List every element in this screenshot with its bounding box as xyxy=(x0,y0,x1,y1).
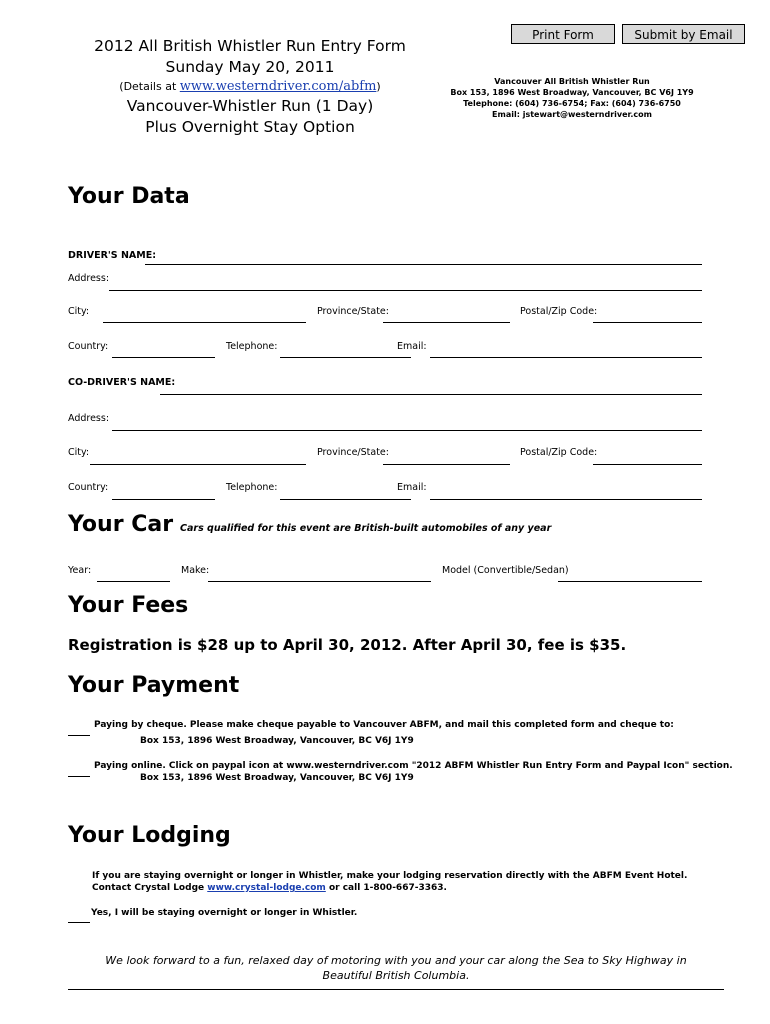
org-phone: Telephone: (604) 736-6754; Fax: (604) 736-6750 xyxy=(463,99,681,108)
driver-address-field[interactable] xyxy=(109,277,702,291)
closing-message xyxy=(68,953,724,983)
pay-by-cheque-checkline[interactable] xyxy=(68,722,90,736)
driver-country-label: Country: xyxy=(68,341,109,352)
car-make-field[interactable] xyxy=(208,568,431,582)
car-year-field[interactable] xyxy=(97,568,170,582)
organizer-address xyxy=(448,76,696,120)
driver-city-label: City: xyxy=(68,306,90,317)
driver-name-field[interactable] xyxy=(145,251,702,265)
driver-email-field[interactable] xyxy=(430,344,702,358)
driver-postal-label: Postal/Zip Code: xyxy=(520,306,598,317)
your-payment-heading: Your Payment xyxy=(68,673,240,698)
codriver-email-label: Email: xyxy=(397,482,427,493)
driver-telephone-field[interactable] xyxy=(280,344,411,358)
codriver-postal-label: Postal/Zip Code: xyxy=(520,447,598,458)
codriver-address-field[interactable] xyxy=(112,417,702,431)
car-model-field[interactable] xyxy=(558,568,702,582)
codriver-address-label: Address: xyxy=(68,413,110,424)
pay-online-address: Box 153, 1896 West Broadway, Vancouver, BC V6J 1Y9 xyxy=(140,773,414,783)
title-line-3: Vancouver-Whistler Run (1 Day) xyxy=(126,97,374,115)
crystal-lodge-link[interactable]: www.crystal-lodge.com xyxy=(207,883,326,893)
codriver-country-label: Country: xyxy=(68,482,109,493)
your-lodging-heading: Your Lodging xyxy=(68,823,231,848)
car-make-label: Make: xyxy=(181,565,210,576)
codriver-name-label: CO-DRIVER'S NAME: xyxy=(68,377,176,388)
lodging-yes-checkline[interactable] xyxy=(68,909,90,923)
your-fees-heading: Your Fees xyxy=(68,593,189,618)
driver-city-field[interactable] xyxy=(103,309,306,323)
your-car-heading: Your Car xyxy=(68,512,174,537)
driver-email-label: Email: xyxy=(397,341,427,352)
car-year-label: Year: xyxy=(68,565,92,576)
codriver-telephone-label: Telephone: xyxy=(226,482,278,493)
print-form-button[interactable]: Print Form xyxy=(511,24,615,44)
codriver-country-field[interactable] xyxy=(112,486,215,500)
car-model-label: Model (Convertible/Sedan) xyxy=(442,565,569,576)
details-link[interactable]: www.westerndriver.com/abfm xyxy=(179,79,377,94)
driver-province-field[interactable] xyxy=(383,309,510,323)
closing-line-2: Beautiful British Columbia. xyxy=(322,969,470,982)
driver-postal-field[interactable] xyxy=(593,309,702,323)
driver-telephone-label: Telephone: xyxy=(226,341,278,352)
driver-province-label: Province/State: xyxy=(317,306,389,317)
org-address: Box 153, 1896 West Broadway, Vancouver, BC V6J 1Y9 xyxy=(450,88,694,97)
codriver-province-field[interactable] xyxy=(383,451,510,465)
lodging-yes-text: Yes, I will be staying overnight or longer in Whistler. xyxy=(91,908,358,918)
form-title xyxy=(60,36,440,138)
pay-online-text: Paying online. Click on paypal icon at www.westerndriver.com "2012 ABFM Whistler Run Entry Form and Paypal Icon" section. xyxy=(94,761,733,771)
pay-by-cheque-text: Paying by cheque. Please make cheque payable to Vancouver ABFM, and mail this completed form and cheque to: xyxy=(94,720,674,730)
driver-name-label: DRIVER'S NAME: xyxy=(68,250,156,261)
codriver-province-label: Province/State: xyxy=(317,447,389,458)
driver-country-field[interactable] xyxy=(112,344,215,358)
codriver-city-label: City: xyxy=(68,447,90,458)
registration-fee-text: Registration is $28 up to April 30, 2012. After April 30, fee is $35. xyxy=(68,636,627,654)
footer-divider xyxy=(68,989,724,990)
codriver-postal-field[interactable] xyxy=(593,451,702,465)
car-qualification-note: Cars qualified for this event are British-built automobiles of any year xyxy=(180,523,552,534)
pay-online-checkline[interactable] xyxy=(68,763,90,777)
codriver-city-field[interactable] xyxy=(90,451,306,465)
org-name: Vancouver All British Whistler Run xyxy=(494,77,650,86)
title-line-1: 2012 All British Whistler Run Entry Form xyxy=(94,37,406,55)
title-line-4: Plus Overnight Stay Option xyxy=(145,118,355,136)
lodging-contact-text: Contact Crystal Lodge www.crystal-lodge.com or call 1-800-667-3363. xyxy=(92,883,447,893)
driver-address-label: Address: xyxy=(68,273,110,284)
codriver-email-field[interactable] xyxy=(430,486,702,500)
closing-line-1: We look forward to a fun, relaxed day of motoring with you and your car along the Sea to Sky Highway in xyxy=(105,954,687,967)
details-line: (Details at www.westerndriver.com/abfm) xyxy=(119,79,381,94)
pay-by-cheque-address: Box 153, 1896 West Broadway, Vancouver, BC V6J 1Y9 xyxy=(140,736,414,746)
lodging-info-text: If you are staying overnight or longer in Whistler, make your lodging reservation directly with the ABFM Event Hotel. xyxy=(92,871,688,881)
your-data-heading: Your Data xyxy=(68,184,190,209)
org-email: Email: jstewart@westerndriver.com xyxy=(492,110,652,119)
codriver-telephone-field[interactable] xyxy=(280,486,411,500)
title-line-2: Sunday May 20, 2011 xyxy=(165,58,335,76)
submit-by-email-button[interactable]: Submit by Email xyxy=(622,24,745,44)
codriver-name-field[interactable] xyxy=(160,381,702,395)
